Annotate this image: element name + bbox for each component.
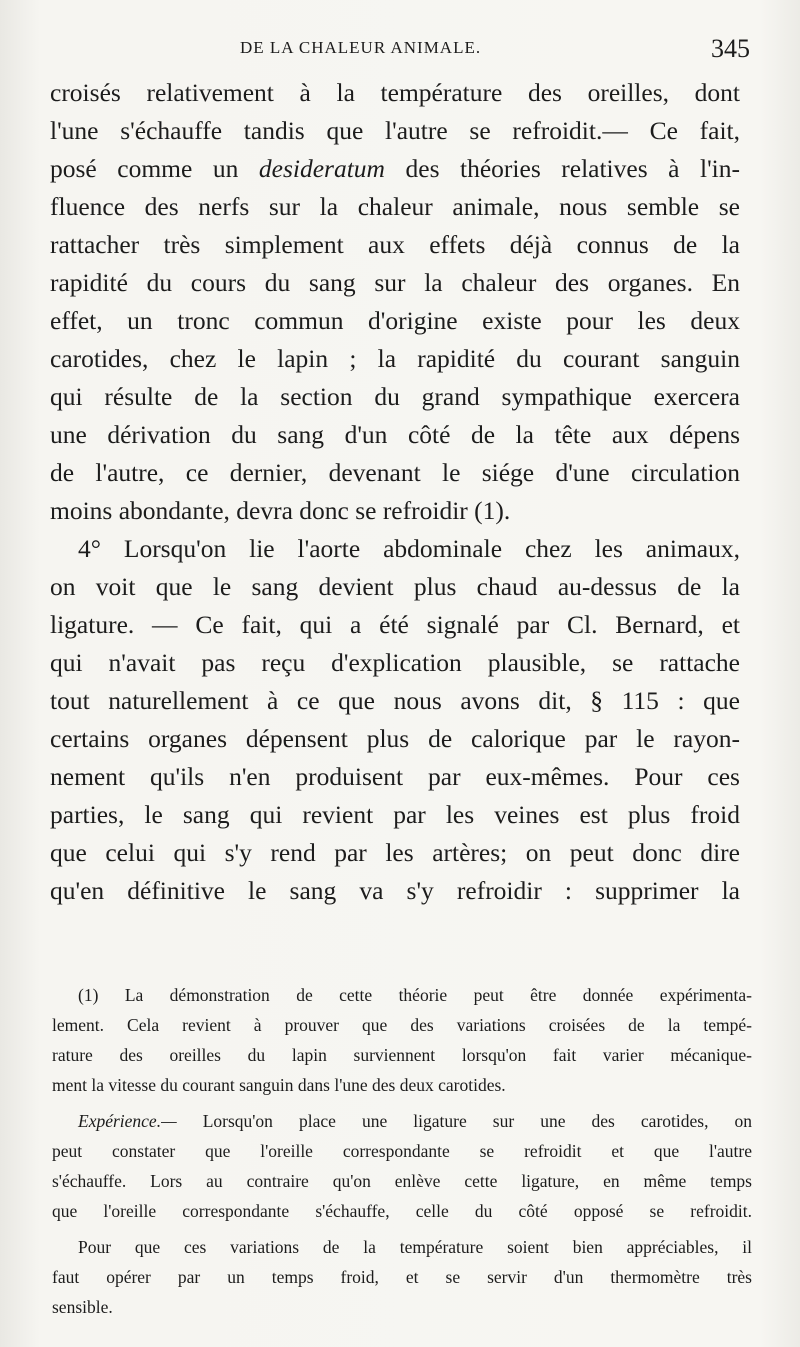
body-line: certains organes dépensent plus de calorique par le rayon- <box>50 724 740 753</box>
footnote-line <box>52 1106 752 1136</box>
body-line: effet, un tronc commun d'origine existe pour les deux <box>50 306 740 335</box>
body-line: rapidité du cours du sang sur la chaleur des organes. En <box>50 268 740 297</box>
body-line-text: posé comme un <box>50 154 239 183</box>
footnote-line: lement. Cela revient à prouver que des variations croisées de la tempé- <box>52 1015 752 1035</box>
body-line: on voit que le sang devient plus chaud au-dessus de la <box>50 572 740 601</box>
page-number: 345 <box>711 34 750 63</box>
body-line: croisés relativement à la température des oreilles, dont <box>50 78 740 107</box>
body-line <box>50 150 740 188</box>
body-line: nement qu'ils n'en produisent par eux-mêmes. Pour ces <box>50 762 740 791</box>
footnote-line-text: Lorsqu'on place une ligature sur une des carotides, on <box>202 1111 753 1131</box>
body-line: tout naturellement à ce que nous avons dit, § 115 : que <box>50 686 740 715</box>
footnote-line: rature des oreilles du lapin surviennent lorsqu'on fait varier mécanique- <box>52 1045 752 1065</box>
footnote-line: peut constater que l'oreille correspondante se refroidit et que l'autre <box>52 1141 752 1161</box>
body-line: que celui qui s'y rend par les artères; on peut donc dire <box>50 838 740 867</box>
body-line: rattacher très simplement aux effets déjà connus de la <box>50 230 740 259</box>
body-line: une dérivation du sang d'un côté de la tête aux dépens <box>50 420 740 449</box>
footnote-line: Pour que ces variations de la température soient bien appréciables, il <box>78 1237 752 1257</box>
body-line: carotides, chez le lapin ; la rapidité du courant sanguin <box>50 344 740 373</box>
footnote-line: faut opérer par un temps froid, et se servir d'un thermomètre très <box>52 1267 752 1287</box>
body-line: moins abondante, devra donc se refroidir (1). <box>50 496 511 525</box>
body-line: qui résulte de la section du grand sympathique exercera <box>50 382 740 411</box>
body-line: 4° Lorsqu'on lie l'aorte abdominale chez les animaux, <box>78 534 740 563</box>
footnote-line: (1) La démonstration de cette théorie peut être donnée expérimenta- <box>78 985 752 1005</box>
footnotes <box>52 980 752 1322</box>
body-line: l'une s'échauffe tandis que l'autre se refroidit.— Ce fait, <box>50 116 740 145</box>
footnote-line: s'échauffe. Lors au contraire qu'on enlève cette ligature, en même temps <box>52 1171 752 1191</box>
running-head <box>50 34 750 70</box>
footnote-line: que l'oreille correspondante s'échauffe, celle du côté opposé se refroidit. <box>52 1201 752 1221</box>
experience-label: Expérience.— <box>78 1111 177 1131</box>
body-line: qu'en définitive le sang va s'y refroidir : supprimer la <box>50 876 740 905</box>
footnote-line: sensible. <box>52 1297 113 1317</box>
body-text <box>50 74 740 910</box>
italic-term: desideratum <box>258 154 385 183</box>
body-line: ligature. — Ce fait, qui a été signalé par Cl. Bernard, et <box>50 610 740 639</box>
body-line: parties, le sang qui revient par les veines est plus froid <box>50 800 740 829</box>
body-line: fluence des nerfs sur la chaleur animale, nous semble se <box>50 192 740 221</box>
body-line-text: des théories relatives à l'in- <box>405 154 741 183</box>
running-title: DE LA CHALEUR ANIMALE. <box>240 38 482 57</box>
body-line: de l'autre, ce dernier, devenant le siége d'une circulation <box>50 458 740 487</box>
footnote-line: ment la vitesse du courant sanguin dans l'une des deux carotides. <box>52 1075 506 1095</box>
body-line: qui n'avait pas reçu d'explication plausible, se rattache <box>50 648 740 677</box>
